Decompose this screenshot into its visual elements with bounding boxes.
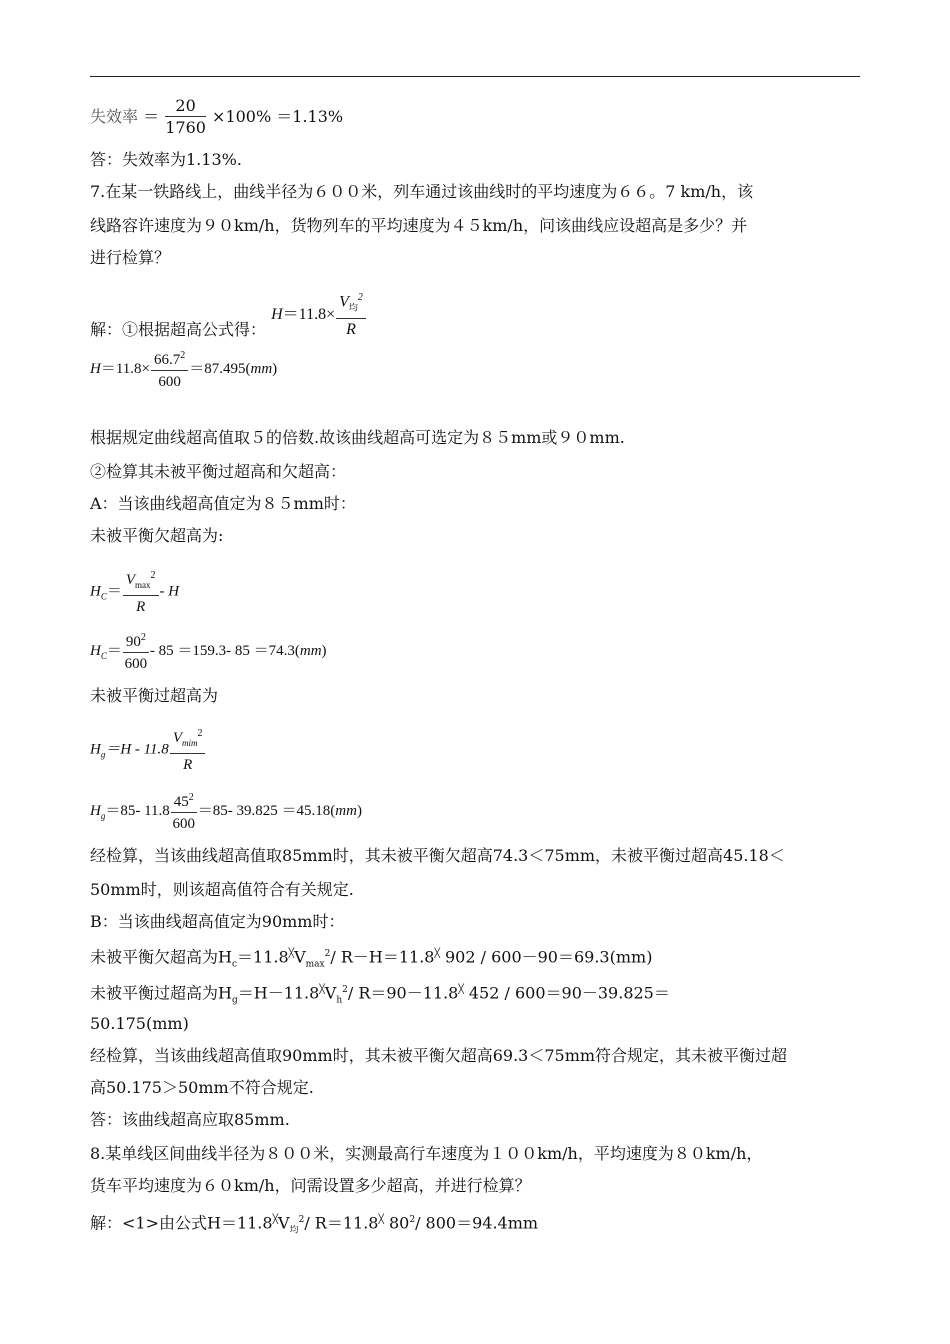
denominator: 600 bbox=[124, 656, 148, 672]
problem-8-line-2: 货车平均速度为６０km/h，问需设置多少超高，并进行检算？ bbox=[90, 1176, 531, 1195]
rule-line: 根据规定曲线超高值取５的倍数.故该曲线超高可选定为８５mm或９０mm. bbox=[90, 428, 625, 447]
sub: max bbox=[135, 580, 151, 590]
num-val: 45 bbox=[173, 794, 189, 810]
sup: 2 bbox=[188, 792, 194, 803]
times-mark: ╳ bbox=[458, 985, 464, 995]
t2: V bbox=[278, 1213, 290, 1233]
result: - 85 ＝159.3- 85 ＝74.3( bbox=[149, 642, 300, 659]
sup: 2 bbox=[140, 632, 146, 643]
rest: - H bbox=[159, 583, 180, 600]
t5: 452 / 600＝90－39.825＝ bbox=[468, 983, 670, 1003]
problem-7-line-1: 7.在某一铁路线上，曲线半径为６００米，列车通过该曲线时的平均速度为６６。7 km/h，该 bbox=[90, 182, 754, 201]
sub: 均 bbox=[289, 1225, 299, 1236]
t1: 解：<1>由公式H＝11.8 bbox=[90, 1213, 273, 1233]
numerator bbox=[336, 288, 366, 319]
eq: ＝11.8× bbox=[100, 360, 150, 377]
times-mark: ╳ bbox=[319, 985, 325, 995]
times-mark: ╳ bbox=[378, 1215, 384, 1225]
t2: ＝H－11.8 bbox=[237, 983, 320, 1003]
var-h: H bbox=[90, 741, 101, 758]
fraction bbox=[165, 96, 206, 139]
t1: 未被平衡过超高为H bbox=[90, 983, 232, 1003]
formula-hg-value bbox=[90, 788, 362, 835]
sub: mim bbox=[181, 738, 198, 748]
fraction bbox=[123, 566, 159, 618]
result: ＝85- 39.825 ＝45.18( bbox=[197, 802, 336, 819]
sub: h bbox=[336, 995, 343, 1006]
fraction bbox=[170, 724, 206, 776]
t3: V bbox=[324, 983, 337, 1003]
problem-7-line-2: 线路容许速度为９０km/h，货物列车的平均速度为４５km/h，问该曲线应设超高是多少？并 bbox=[90, 216, 748, 235]
var-h: H bbox=[90, 360, 101, 377]
numerator bbox=[123, 628, 149, 653]
denominator: R bbox=[136, 599, 146, 615]
sub: g bbox=[231, 995, 238, 1006]
sup: 2 bbox=[342, 985, 348, 995]
numerator bbox=[171, 788, 197, 813]
sup: 2 bbox=[324, 949, 331, 959]
formula-hc bbox=[90, 566, 179, 618]
eq: ＝H - 11.8 bbox=[105, 741, 169, 758]
t4: / R＝90－11.8 bbox=[347, 983, 459, 1003]
sup: 2 bbox=[197, 728, 203, 739]
sub: C bbox=[100, 591, 107, 602]
fraction bbox=[151, 346, 188, 393]
numerator bbox=[170, 724, 206, 754]
t3: V bbox=[294, 947, 306, 967]
sub: g bbox=[100, 749, 106, 760]
overbalanced-label: 未被平衡过超高为 bbox=[90, 686, 219, 705]
failure-rate-formula bbox=[90, 96, 343, 139]
t4: / R－H＝11.8 bbox=[330, 947, 435, 967]
t1: 未被平衡欠超高为H bbox=[90, 947, 232, 967]
var-v: V bbox=[125, 572, 136, 588]
check-result-b-1: 经检算，当该曲线超高值取90mm时，其未被平衡欠超高69.3＜75mm符合规定，其未被平衡过超 bbox=[90, 1046, 788, 1065]
problem-8-line-1: 8.某单线区间曲线半径为８００米，实测最高行车速度为１００km/h，平均速度为８０km/h， bbox=[90, 1144, 763, 1163]
eq: ＝ bbox=[106, 642, 122, 659]
sub: c bbox=[231, 959, 238, 970]
close: ) bbox=[321, 642, 327, 659]
numerator bbox=[123, 566, 159, 596]
sub: 均 bbox=[348, 302, 358, 313]
t4: 80 bbox=[388, 1213, 410, 1233]
eq: ＝85- 11.8 bbox=[105, 802, 170, 819]
times-mark: ╳ bbox=[434, 949, 440, 959]
num-val: 90 bbox=[125, 634, 141, 650]
underbalanced-label: 未被平衡欠超高为: bbox=[90, 526, 224, 545]
formula-h-value bbox=[90, 346, 277, 393]
denominator: 1760 bbox=[165, 118, 206, 137]
close: ) bbox=[272, 360, 278, 377]
sup: 2 bbox=[150, 570, 156, 581]
unit: mm bbox=[299, 642, 322, 659]
unit: mm bbox=[250, 360, 273, 377]
sub: max bbox=[305, 959, 325, 970]
check-result-a-2: 50mm时，则该超高值符合有关规定. bbox=[90, 880, 354, 899]
eq: ＝11.8× bbox=[282, 305, 336, 323]
var-v: V bbox=[172, 730, 182, 746]
problem-7-line-3: 进行检算？ bbox=[90, 248, 171, 267]
var-h: H bbox=[90, 642, 101, 659]
header-rule bbox=[90, 76, 860, 77]
denominator: 600 bbox=[172, 816, 196, 832]
t5: / 800＝94.4mm bbox=[415, 1213, 539, 1233]
result: ＝87.495( bbox=[189, 360, 251, 377]
times-mark: ╳ bbox=[272, 1215, 278, 1225]
sup: 2 bbox=[409, 1215, 416, 1225]
sub: C bbox=[100, 650, 107, 661]
sup: 2 bbox=[298, 1215, 305, 1225]
t2: ＝11.8 bbox=[237, 947, 289, 967]
sup: 2 bbox=[180, 350, 186, 361]
close: ) bbox=[356, 802, 362, 819]
numerator bbox=[151, 346, 188, 371]
check-result-a-1: 经检算，当该曲线超高值取85mm时，其未被平衡欠超高74.3＜75mm，未被平衡过超高45.18＜ bbox=[90, 846, 785, 865]
denominator: R bbox=[183, 757, 193, 773]
check-result-b-2: 高50.175＞50mm不符合规定. bbox=[90, 1078, 314, 1097]
fraction bbox=[171, 788, 197, 835]
var-h: H bbox=[90, 802, 101, 819]
solution-8 bbox=[90, 1210, 538, 1241]
num-val: 66.7 bbox=[154, 352, 181, 368]
denominator: R bbox=[346, 320, 356, 338]
t3: / R＝11.8 bbox=[304, 1213, 379, 1233]
fraction bbox=[123, 628, 149, 675]
denominator: 600 bbox=[158, 374, 181, 390]
eq: ＝ bbox=[106, 583, 122, 600]
var-v: V bbox=[339, 293, 349, 311]
sup: 2 bbox=[357, 292, 363, 303]
answer-7: 答：该曲线超高应取85mm. bbox=[90, 1110, 290, 1129]
formula-hc-value bbox=[90, 628, 327, 675]
formula-rest: ×100% ＝1.13% bbox=[212, 107, 344, 126]
case-b-overbalanced bbox=[90, 980, 670, 1011]
formula-label: 失效率 bbox=[90, 107, 139, 126]
case-b-underbalanced bbox=[90, 944, 652, 975]
var-h: H bbox=[271, 305, 283, 323]
t5: 902 / 600－90＝69.3(mm) bbox=[444, 947, 653, 967]
numerator: 20 bbox=[165, 96, 206, 117]
sub: g bbox=[100, 810, 106, 821]
answer-line: 答：失效率为1.13%. bbox=[90, 150, 242, 169]
solution-line bbox=[90, 288, 367, 341]
formula-hg bbox=[90, 724, 206, 776]
times-mark: ╳ bbox=[288, 949, 295, 959]
check-line: ②检算其未被平衡过超高和欠超高： bbox=[90, 462, 347, 481]
case-b-line: B：当该曲线超高值定为90mm时： bbox=[90, 912, 345, 931]
unit: mm bbox=[335, 802, 357, 819]
case-b-value: 50.175(mm) bbox=[90, 1014, 189, 1033]
eq-sign: ＝ bbox=[143, 107, 160, 126]
case-a-line: A：当该曲线超高值定为８５mm时： bbox=[90, 494, 356, 513]
var-h: H bbox=[90, 583, 101, 600]
solution-text: 解：①根据超高公式得： bbox=[90, 320, 267, 340]
fraction bbox=[336, 288, 366, 341]
